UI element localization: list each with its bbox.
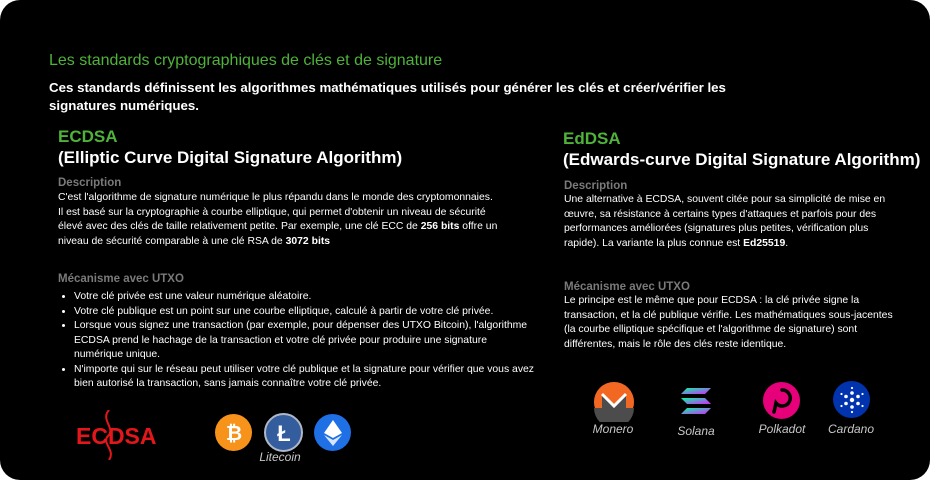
polkadot-label: Polkadot — [758, 422, 806, 436]
ecdsa-description-text-2: offre un niveau de sécurité comparable à une clé RSA de — [58, 221, 498, 247]
eddsa-description-end: . — [785, 237, 789, 249]
bitcoin-icon — [215, 414, 252, 451]
eddsa-mechanism-text: Le principe est le même que pour ECDSA : la clé privée signe la transaction, et la clé publique vérifie. Les mathématiques sous-jacentes (la courbe elliptique spécifique et l'algorithme de signature) sont différentes, mais le rôle des clés reste identique. — [564, 295, 893, 350]
ecdsa-logo — [76, 410, 171, 460]
page-title: Les standards cryptographiques de clés et de signature — [49, 52, 443, 69]
ecdsa-key-size-256: 256 bits — [420, 221, 460, 232]
ecdsa-title: ECDSA — [58, 127, 118, 146]
monero-label: Monero — [592, 422, 634, 436]
eddsa-description-text: Une alternative à ECDSA, souvent citée pour sa simplicité de mise en œuvre, sa résistance à certains types d'attaques et parfois pour des performances améliorées (signatures plus petites, vérification plus rapide). La variante la plus connue est — [564, 194, 886, 249]
svg-text:₿: ₿ — [225, 420, 242, 445]
ecdsa-description — [58, 191, 498, 249]
cardano-icon — [833, 381, 870, 418]
ecdsa-description-label: Description — [58, 177, 122, 189]
monero-icon — [594, 382, 634, 422]
list-item: • Lorsque vous signez une transaction (par exemple, pour dépenser des UTXO Bitcoin), l'algorithme ECDSA prend le hachage de la transaction et votre clé privée pour produire une signature numérique unique. — [74, 319, 534, 363]
cardano-label: Cardano — [827, 422, 875, 436]
solana-label: Solana — [677, 424, 715, 438]
page-subtitle: Ces standards définissent les algorithmes mathématiques utilisés pour générer les clés et créer/vérifier les signatures numériques. — [49, 80, 726, 113]
eddsa-title: EdDSA — [563, 129, 621, 148]
eddsa-full-name: (Edwards-curve Digital Signature Algorithm) — [563, 150, 921, 169]
eddsa-description-label: Description — [564, 180, 628, 192]
ethereum-icon — [314, 414, 351, 451]
ecdsa-description-text: C'est l'algorithme de signature numérique le plus répandu dans le monde des cryptomonnaies. Il est basé sur la cryptographie à courbe elliptique, qui permet d'obtenir un niveau de sécurité élevé avec des clés de taille relativement petite. Par exemple, une clé ECC de — [58, 192, 493, 232]
litecoin-label: Litecoin — [259, 450, 301, 464]
svg-text:Ł: Ł — [276, 420, 291, 445]
litecoin-icon — [264, 413, 303, 452]
ecdsa-mechanism-list — [58, 290, 534, 392]
ecdsa-mechanism-label: Mécanisme avec UTXO — [58, 273, 184, 285]
eddsa-description — [564, 193, 899, 251]
solana-icon — [677, 382, 714, 419]
polkadot-icon — [763, 382, 800, 419]
list-item: • Votre clé publique est un point sur une courbe elliptique, calculé à partir de votre clé privée. — [74, 305, 534, 320]
list-item: • N'importe qui sur le réseau peut utiliser votre clé publique et la signature pour vérifier que vous avez bien autorisé la transaction, sans jamais connaître votre clé privée. — [74, 363, 534, 392]
ecdsa-full-name: (Elliptic Curve Digital Signature Algorithm) — [58, 148, 403, 167]
eddsa-mechanism-label: Mécanisme avec UTXO — [564, 281, 690, 293]
ecdsa-logo-text: ECDSA — [76, 423, 157, 449]
eddsa-variant-name: Ed25519 — [743, 237, 786, 249]
ecdsa-key-size-3072: 3072 bits — [285, 235, 331, 247]
list-item: • Votre clé privée est une valeur numérique aléatoire. — [74, 290, 534, 305]
